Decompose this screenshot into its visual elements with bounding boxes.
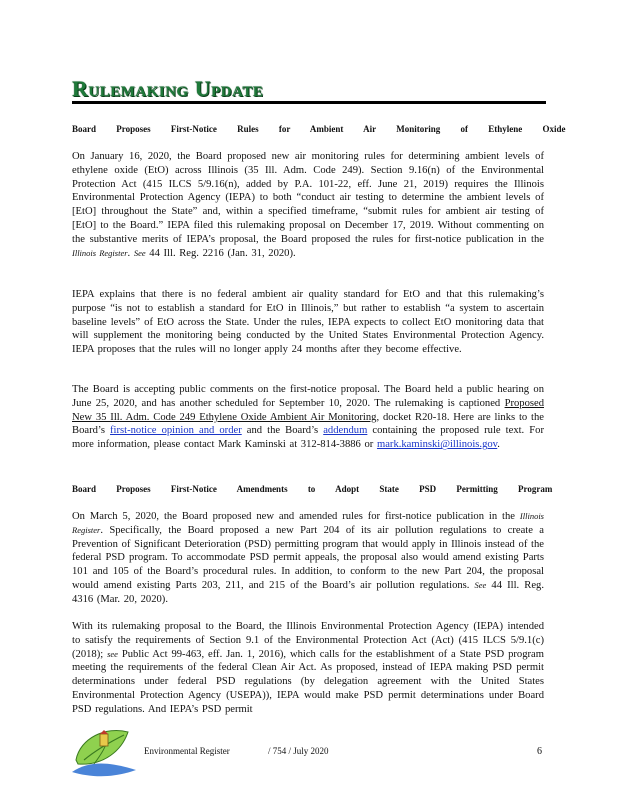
text-run: On March 5, 2020, the Board proposed new and amended rules for first-notice publication in the xyxy=(72,511,520,522)
rulemaking-caption: Proposed New 35 Ill. Adm. Code 249 Ethylene Oxide Ambient Air Monitoring xyxy=(72,397,544,423)
text-run: . xyxy=(497,439,500,451)
addendum-link[interactable]: addendum xyxy=(323,425,368,437)
text-run: 44 Ill. Reg. 4316 (Mar. 20, 2020). xyxy=(72,579,544,605)
paragraph-eto-intro xyxy=(72,150,544,260)
section-heading-eto: Board Proposes First-Notice Rules for Ambient Air Monitoring of Ethylene Oxide xyxy=(72,124,566,134)
title-divider xyxy=(72,101,546,104)
paragraph-eto-comments xyxy=(72,383,544,452)
text-run: . xyxy=(127,247,134,259)
text-run-italic: See xyxy=(133,247,146,258)
text-run: containing the proposed rule text. For more information, please contact Mark Kaminski at 312-814-3886 or xyxy=(72,425,544,451)
first-notice-opinion-link[interactable]: first-notice opinion and order xyxy=(110,425,242,437)
text-run: and the Board’s xyxy=(241,425,324,437)
text-run-italic: see xyxy=(107,648,118,659)
text-run: The Board is accepting public comments on the first-notice proposal. The Board held a public hearing on June 25, 2020, and has another scheduled for September 10, 2020. The rulemaking is captioned xyxy=(72,384,544,409)
paragraph-psd-program xyxy=(72,620,544,717)
paragraph-eto-purpose: IEPA explains that there is no federal ambient air quality standard for EtO and that this rulemaking’s purpose “is not to establish a standard for EtO in Illinois,” but rather to establish “a system to ascertain baseline levels” of EtO across the State. Under the rules, IEPA expects to collect EtO monitoring data that will supplement the monitoring being conducted by the United States Environmental Protection Agency. IEPA proposes that the rules will no longer apply 24 months after they become effective. xyxy=(72,289,544,356)
text-run: On January 16, 2020, the Board proposed new air monitoring rules for determining ambient levels of ethylene oxide (EtO) across Illinois (35 Ill. Adm. Code 249). Section 9.16(n) of the Environmental Protection Act (415 ILCS 5/9.16(n), added by P.A. 101-22, eff. June 21, 2019) requires the Illinois Environmental Protection Agency (IEPA) to both “conduct air testing to determine the ambient levels of [EtO] throughout the State” and, within a specified timeframe, “submit rules for ambient air testing of [EtO] to the Board.” IEPA filed this rulemaking proposal on December 17, 2019. Without commenting on the substantive merits of IEPA’s proposal, the Board proposed the rules for first-notice publication in the xyxy=(72,151,544,245)
page-title: Rulemaking Update xyxy=(72,76,264,101)
footer-publication: Environmental Register xyxy=(144,746,230,756)
paragraph-psd-intro xyxy=(72,510,544,607)
footer-issue: / 754 / July 2020 xyxy=(268,746,329,756)
text-run: 44 Ill. Reg. 2216 (Jan. 31, 2020). xyxy=(145,247,296,259)
text-run-italic: Illinois Register xyxy=(72,247,128,258)
footer-page-number: 6 xyxy=(537,746,542,757)
text-run: Public Act 99-463, eff. Jan. 1, 2016), which calls for the establishment of a State PSD program meeting the requirements of the federal Clean Air Act. As proposed, instead of IEPA making PSD permit determinations under federal PSD regulations (by delegation agreement with the United States Environmental Protection Agency (USEPA)), IEPA would make PSD permit determinations under Board PSD regulations. And IEPA’s PSD permit xyxy=(72,648,544,715)
text-run-italic: See xyxy=(474,579,487,590)
email-link[interactable]: mark.kaminski@illinois.gov xyxy=(376,439,498,451)
text-run-italic: Illinois Register xyxy=(72,511,544,535)
section-heading-psd: Board Proposes First-Notice Amendments to Adopt State PSD Permitting Program xyxy=(72,484,553,494)
text-run: With its rulemaking proposal to the Board, the Illinois Environmental Protection Agency (IEPA) intended to satisfy the requirements of Section 9.1 of the Environmental Protection Act (Act) (415 ILCS 5/9.1(c) (2018); xyxy=(72,621,544,660)
text-run: , docket R20-18. Here are links to the Board’s xyxy=(72,411,544,437)
text-run: . Specifically, the Board proposed a new Part 204 of its air pollution regulations to create a Prevention of Significant Deterioration (PSD) permitting program that would apply in Illinois instead of the federal PSD program. To accommodate PSD permit appeals, the proposal also would amend existing Parts 101 and 105 of the Board’s procedural rules. In addition, to conform to the new Part 204, the proposal would amend existing Parts 203, 211, and 215 of the Board’s air pollution regulations. xyxy=(72,524,544,591)
environmental-register-leaf-logo-icon xyxy=(70,720,138,780)
